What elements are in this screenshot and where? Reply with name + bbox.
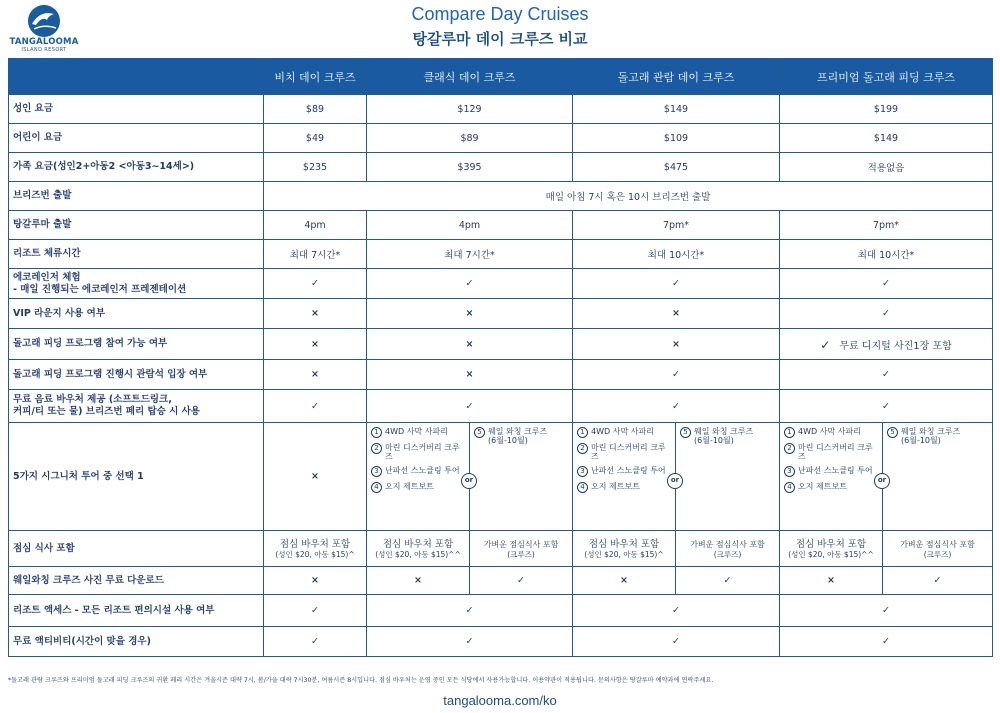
table-row	[9, 299, 993, 329]
cross-icon: ×	[573, 329, 780, 360]
row-label-line: 에코레인저 체험	[13, 271, 81, 283]
cell-value: $89	[367, 124, 573, 153]
table-row	[9, 153, 993, 182]
or-badge: or	[667, 473, 683, 489]
row-label-vip-lounge: VIP 라운지 사용 여부	[9, 299, 264, 329]
check-icon: ✓	[264, 595, 367, 627]
signature-tour-list	[573, 423, 680, 531]
free-photo-note: 무료 디지털 사진1장 포함	[839, 340, 952, 352]
check-icon: ✓	[883, 567, 993, 595]
row-label-tangalooma-departure: 탕갈루마 출발	[9, 211, 264, 240]
cell-value: 최대 10시간*	[780, 240, 993, 269]
cell-value: $49	[264, 124, 367, 153]
row-label-line: - 매일 진행되는 에코레인저 프레젠테이션	[13, 283, 187, 295]
logo-name: TANGALOOMA	[9, 37, 79, 47]
light-lunch-cell: 가벼운 점심식사 포함 (크루즈)	[676, 531, 780, 567]
light-lunch-cell: 가벼운 점심식사 포함 (크루즈)	[883, 531, 993, 567]
cross-icon: ×	[264, 299, 367, 329]
cell-value: $149	[780, 124, 993, 153]
table-row	[9, 567, 993, 595]
list-item: 4 오지 제트보트	[371, 482, 467, 493]
cross-icon: ×	[573, 567, 676, 595]
cross-icon: ×	[367, 329, 573, 360]
check-icon: ✓	[573, 595, 780, 627]
cross-icon: ×	[573, 299, 780, 329]
cell-value: 최대 10시간*	[573, 240, 780, 269]
table-row	[9, 211, 993, 240]
comparison-table	[8, 58, 993, 657]
header-premium-dolphin-feeding-cruise: 프리미엄 돌고래 피딩 크루즈	[780, 59, 993, 95]
lunch-voucher-cell: 점심 바우처 포함 (성인 $20, 아동 $15)^^	[780, 531, 883, 567]
table-row	[9, 329, 993, 360]
check-icon: ✓	[367, 595, 573, 627]
cell-value: $129	[367, 95, 573, 124]
lunch-voucher-cell: 점심 바우처 포함 (성인 $20, 아동 $15)^^	[367, 531, 470, 567]
check-icon: ✓	[820, 337, 831, 352]
table-row	[9, 627, 993, 657]
list-item: 2 마린 디스커버리 크루즈	[577, 443, 673, 461]
table-row	[9, 269, 993, 299]
check-icon: ✓	[780, 627, 993, 657]
check-icon: ✓	[573, 627, 780, 657]
check-icon: ✓	[367, 627, 573, 657]
list-item: 3 난파선 스노클링 투어	[577, 466, 673, 477]
check-icon: ✓	[470, 567, 573, 595]
list-item: 4 오지 제트보트	[784, 482, 880, 493]
cell-value: 4pm	[367, 211, 573, 240]
cross-icon: ×	[264, 567, 367, 595]
cell-value: 7pm*	[573, 211, 780, 240]
check-icon: ✓	[264, 627, 367, 657]
row-label-family-fare: 가족 요금(성인2+아동2 <아동3~14세>)	[9, 153, 264, 182]
logo-subtitle: ISLAND RESORT	[21, 47, 67, 53]
row-label-feeding-viewing: 돌고래 피딩 프로그램 진행시 관람석 입장 여부	[9, 360, 264, 390]
cell-value: 7pm*	[780, 211, 993, 240]
list-item: 4 오지 제트보트	[577, 482, 673, 493]
list-item: 5 웨일 와칭 크루즈 (6월-10월)	[887, 427, 990, 445]
light-lunch-cell: 가벼운 점심식사 포함 (크루즈)	[470, 531, 573, 567]
row-label-line: 커피/티 또는 물) 브리즈번 페리 탑승 시 사용	[13, 406, 200, 417]
check-icon: ✓	[573, 390, 780, 423]
signature-tour-list	[367, 423, 474, 531]
cell-value: 적용없음	[780, 153, 993, 182]
cross-icon: ×	[264, 329, 367, 360]
check-icon: ✓	[780, 360, 993, 390]
cross-icon: ×	[780, 567, 883, 595]
cross-icon: ×	[367, 360, 573, 390]
table-header-row	[9, 59, 993, 95]
row-label-resort-stay: 리조트 체류시간	[9, 240, 264, 269]
cell-value: $109	[573, 124, 780, 153]
row-label-dolphin-feeding: 돌고래 피딩 프로그램 참여 가능 여부	[9, 329, 264, 360]
lunch-voucher-cell: 점심 바우처 포함 (성인 $20, 아동 $15)^	[573, 531, 676, 567]
row-label-ecoranger	[9, 269, 264, 299]
table-row	[9, 95, 993, 124]
cell-value: 최대 7시간*	[264, 240, 367, 269]
signature-tour-list	[780, 423, 887, 531]
cell-value: 매일 아침 7시 혹은 10시 브리즈번 출발	[264, 182, 993, 211]
cell-value: $89	[264, 95, 367, 124]
header-beach-day-cruise: 비치 데이 크루즈	[264, 59, 367, 95]
or-badge: or	[461, 473, 477, 489]
table-row	[9, 423, 993, 531]
cell-value: $235	[264, 153, 367, 182]
list-item: 1 4WD 사막 사파리	[577, 427, 673, 438]
check-icon: ✓	[264, 390, 367, 423]
check-icon: ✓	[573, 360, 780, 390]
lunch-voucher-cell: 점심 바우처 포함 (성인 $20, 아동 $15)^	[264, 531, 367, 567]
header-dolphin-viewing-cruise: 돌고래 관람 데이 크루즈	[573, 59, 780, 95]
cell-value: $199	[780, 95, 993, 124]
row-label-drink-voucher	[9, 390, 264, 423]
page-title-korean: 탕갈루마 데이 크루즈 비교	[412, 30, 588, 48]
check-icon: ✓	[780, 595, 993, 627]
cross-icon: ×	[264, 423, 367, 531]
list-item: 3 난파선 스노클링 투어	[371, 466, 467, 477]
or-badge: or	[874, 473, 890, 489]
check-icon: ✓	[264, 269, 367, 299]
cell-value: 4pm	[264, 211, 367, 240]
page-title-english: Compare Day Cruises	[411, 4, 589, 24]
table-row	[9, 360, 993, 390]
list-item: 3 난파선 스노클링 투어	[784, 466, 880, 477]
header-corner	[9, 59, 264, 95]
cell-value	[780, 329, 993, 360]
cell-value: $395	[367, 153, 573, 182]
row-label-brisbane-departure: 브리즈번 출발	[9, 182, 264, 211]
header-classic-day-cruise: 클래식 데이 크루즈	[367, 59, 573, 95]
table-row	[9, 124, 993, 153]
footnote: *돌고래 관람 크루즈와 프리미엄 돌고래 피딩 크루즈의 귀환 페리 시간은 겨울시즌 대략 7시, 봄/가을 대략 7시30분, 여름시즌 8시입니다. 점심 바우처는 운영 중인 모든 식당에서 사용가능합니다. 이용약관이 적용됩니다. 문의사항은 탕갈루마 예약과에 연락주세요.	[8, 677, 714, 684]
cell-value: 최대 7시간*	[367, 240, 573, 269]
cell-value: $149	[573, 95, 780, 124]
cross-icon: ×	[367, 299, 573, 329]
check-icon: ✓	[780, 299, 993, 329]
whale-watching-option	[676, 423, 780, 531]
list-item: 1 4WD 사막 사파리	[371, 427, 467, 438]
row-label-adult-fare: 성인 요금	[9, 95, 264, 124]
check-icon: ✓	[780, 390, 993, 423]
list-item: 5 웨일 와칭 크루즈 (6월-10월)	[680, 427, 777, 445]
check-icon: ✓	[367, 269, 573, 299]
table-row	[9, 240, 993, 269]
website-link[interactable]: tangalooma.com/ko	[443, 693, 557, 708]
row-label-child-fare: 어린이 요금	[9, 124, 264, 153]
cross-icon: ×	[367, 567, 470, 595]
list-item: 5 웨일 와칭 크루즈 (6월-10월)	[474, 427, 570, 445]
row-label-photo-download: 웨일와칭 크루즈 사진 무료 다운로드	[9, 567, 264, 595]
row-label-free-activity: 무료 액티비티(시간이 맞을 경우)	[9, 627, 264, 657]
table-row	[9, 182, 993, 211]
row-label-resort-access: 리조트 액세스 - 모든 리조트 편의시설 사용 여부	[9, 595, 264, 627]
check-icon: ✓	[780, 269, 993, 299]
list-item: 2 마린 디스커버리 크루즈	[784, 443, 880, 461]
row-label-line: 무료 음료 바우처 제공 (소프트드링크,	[13, 394, 172, 405]
list-item: 2 마린 디스커버리 크루즈	[371, 443, 467, 461]
list-item: 1 4WD 사막 사파리	[784, 427, 880, 438]
check-icon: ✓	[676, 567, 780, 595]
cell-value: $475	[573, 153, 780, 182]
whale-watching-option	[470, 423, 573, 531]
row-label-lunch: 점심 식사 포함	[9, 531, 264, 567]
table-row	[9, 531, 993, 567]
row-label-signature-tour: 5가지 시그니처 투어 중 선택 1	[9, 423, 264, 531]
check-icon: ✓	[573, 269, 780, 299]
table-row	[9, 390, 993, 423]
whale-watching-option	[883, 423, 993, 531]
cross-icon: ×	[264, 360, 367, 390]
check-icon: ✓	[367, 390, 573, 423]
table-row	[9, 595, 993, 627]
